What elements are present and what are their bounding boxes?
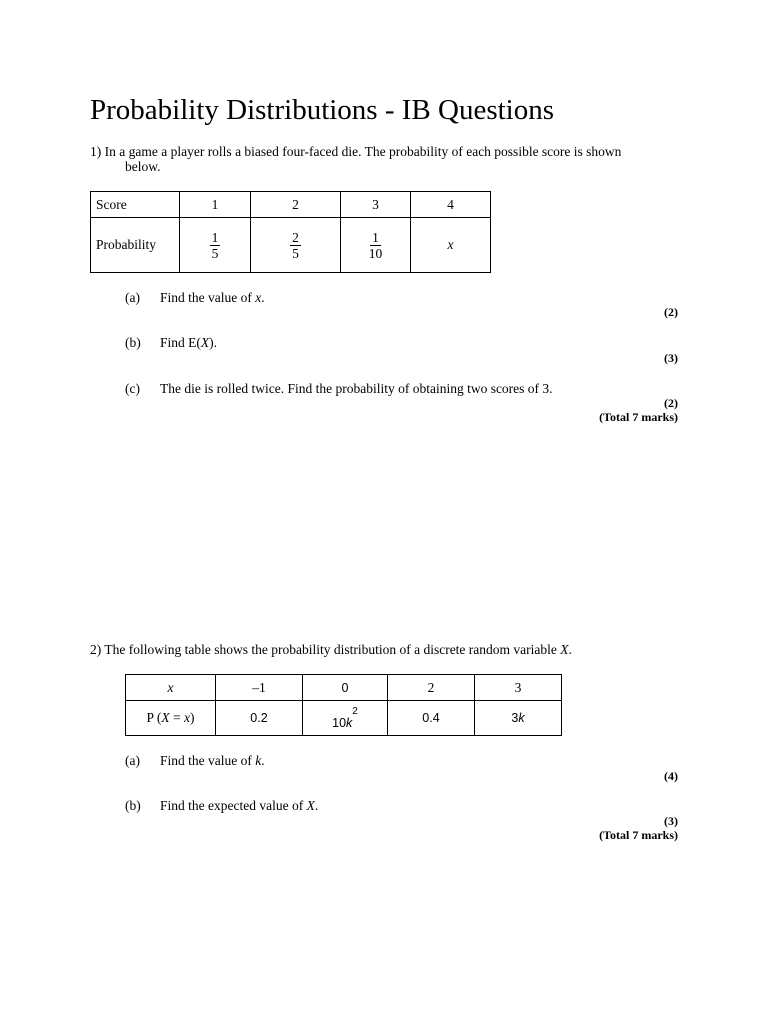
page-title: Probability Distributions - IB Questions — [90, 94, 554, 126]
q1-part-b: (b) Find E(X). — [125, 335, 218, 350]
q2-x-header: x — [126, 675, 216, 701]
q1-score-4: 4 — [411, 192, 491, 218]
q1-score-1: 1 — [180, 192, 251, 218]
q2-part-b: (b) Find the expected value of X. — [125, 798, 319, 813]
q1-prob-1: $\frac{1}{5}$ — [180, 218, 251, 273]
q1-score-3: 3 — [341, 192, 411, 218]
q2-p-2: 0.4 — [388, 701, 475, 736]
q1-part-c: (c) The die is rolled twice. Find the probability of obtaining two scores of 3. — [125, 381, 553, 396]
q1-part-b-marks: (3) — [664, 351, 678, 365]
q1-part-c-marks: (2) — [664, 396, 678, 410]
q2-x-neg1: –1 — [216, 675, 303, 701]
q1-intro — [90, 144, 621, 174]
q1-part-a-marks: (2) — [664, 305, 678, 319]
q2-p-neg1: 0.2 — [216, 701, 303, 736]
q1-prob-4: x — [411, 218, 491, 273]
q2-x-2: 2 — [388, 675, 475, 701]
q1-prob-3: $\frac{1}{10}$ — [341, 218, 411, 273]
q2-part-a: (a) Find the value of k. — [125, 753, 265, 768]
q1-intro-line2: below. — [125, 159, 161, 174]
q2-intro: 2) The following table shows the probability distribution of a discrete random variable X. — [90, 642, 572, 657]
q2-part-b-marks: (3) — [664, 814, 678, 828]
q2-part-a-marks: (4) — [664, 769, 678, 783]
q2-p-3: 3k — [475, 701, 562, 736]
q1-total-marks: (Total 7 marks) — [599, 410, 678, 424]
q1-score-2: 2 — [251, 192, 341, 218]
q2-x-0: 0 — [303, 675, 388, 701]
q2-p-header: P (X = x) — [126, 701, 216, 736]
q1-score-table — [90, 191, 491, 273]
q1-score-header: Score — [91, 192, 180, 218]
q1-part-a: (a) Find the value of x. — [125, 290, 265, 305]
q2-p-0: $10k^2$ — [303, 701, 388, 736]
q1-intro-line1: 1) In a game a player rolls a biased four-faced die. The probability of each possible score is shown — [90, 144, 622, 159]
q1-probability-header: Probability — [91, 218, 180, 273]
q2-distribution-table — [125, 674, 562, 736]
q2-total-marks: (Total 7 marks) — [599, 828, 678, 842]
q2-x-3: 3 — [475, 675, 562, 701]
q1-prob-2: $\frac{2}{5}$ — [251, 218, 341, 273]
